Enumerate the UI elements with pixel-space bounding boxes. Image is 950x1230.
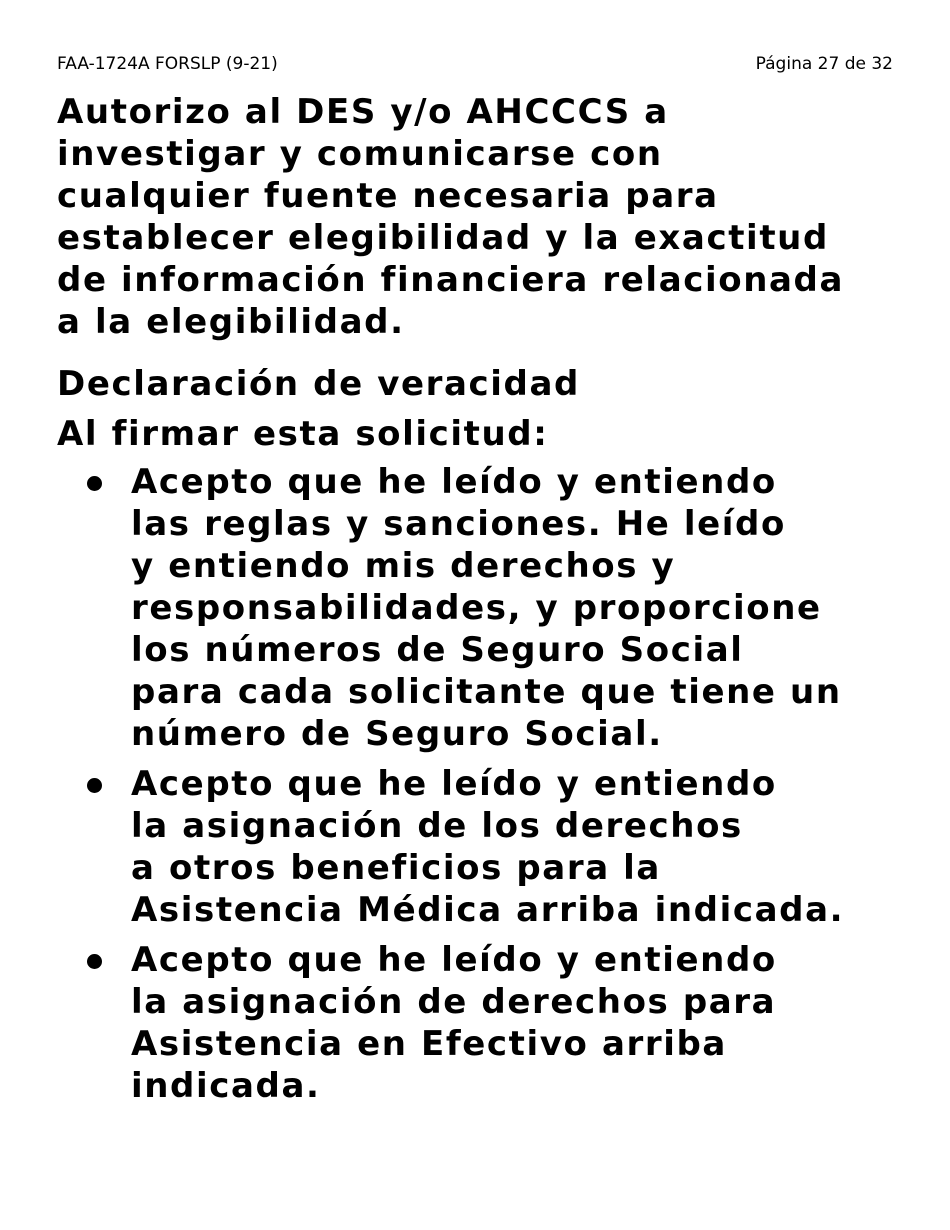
text-line: investigar y comunicarse con — [57, 134, 663, 174]
text-line: establecer elegibilidad y la exactitud — [57, 218, 829, 258]
text-line: y entiendo mis derechos y — [131, 546, 676, 586]
text-line: a otros beneficios para la — [131, 848, 661, 888]
text-line: responsabilidades, y proporcione — [131, 588, 822, 628]
text-line: de información financiera relacionada — [57, 260, 845, 300]
text-line: Acepto que he leído y entiendo — [131, 940, 777, 980]
authorization-paragraph — [57, 91, 917, 343]
text-line: Asistencia en Efectivo arriba — [131, 1024, 727, 1064]
document-body — [57, 91, 917, 1115]
bullet-dot-icon — [87, 954, 102, 969]
section-subheading: Al firmar esta solicitud: — [57, 414, 549, 454]
text-line: a la elegibilidad. — [57, 302, 405, 342]
text-line: la asignación de los derechos — [131, 806, 743, 846]
text-line: cualquier fuente necesaria para — [57, 176, 719, 216]
text-line: Acepto que he leído y entiendo — [131, 764, 777, 804]
declaration-list — [57, 461, 917, 1107]
bullet-dot-icon — [87, 476, 102, 491]
text-line: Asistencia Médica arriba indicada. — [131, 890, 845, 930]
form-identifier: FAA-1724A FORSLP (9-21) — [57, 54, 278, 74]
list-item — [57, 939, 917, 1107]
text-line: Autorizo al DES y/o AHCCCS a — [57, 92, 669, 132]
list-item — [57, 461, 917, 755]
text-line: indicada. — [131, 1066, 321, 1106]
text-line: Acepto que he leído y entiendo — [131, 462, 777, 502]
page-header — [57, 52, 893, 76]
text-line: las reglas y sanciones. He leído — [131, 504, 786, 544]
bullet-dot-icon — [87, 778, 102, 793]
text-line: para cada solicitante que tiene un — [131, 672, 842, 712]
text-line: los números de Seguro Social — [131, 630, 744, 670]
text-line: la asignación de derechos para — [131, 982, 777, 1022]
list-item — [57, 763, 917, 931]
text-line: número de Seguro Social. — [131, 714, 663, 754]
section-heading: Declaración de veracidad — [57, 364, 580, 404]
page-indicator: Página 27 de 32 — [755, 54, 893, 74]
